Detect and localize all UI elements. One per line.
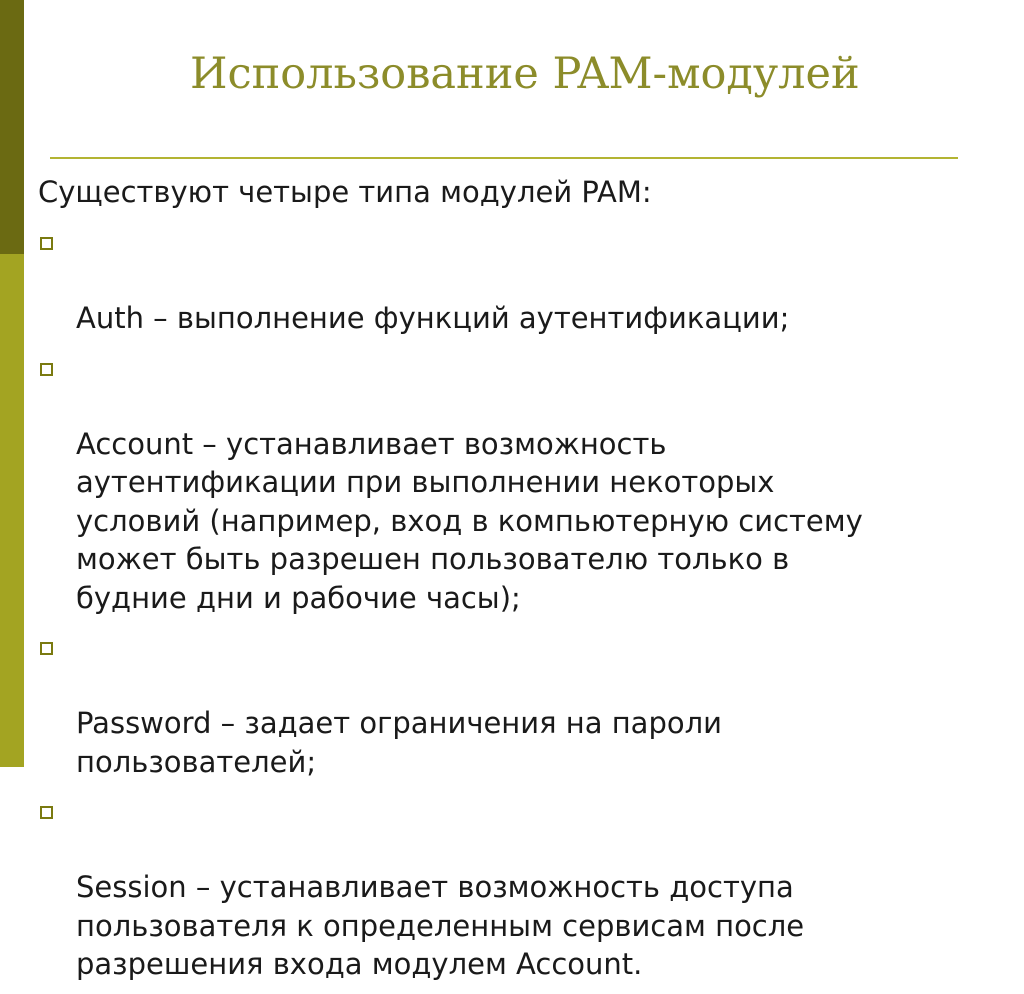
left-accent-bar-light — [0, 254, 24, 767]
hollow-square-bullet-icon — [40, 642, 53, 655]
hollow-square-bullet-icon — [40, 237, 53, 250]
hollow-square-bullet-icon — [40, 806, 53, 819]
list-item-text: Auth – выполнение функций аутентификации; — [76, 301, 790, 335]
hollow-square-bullet-icon — [40, 363, 53, 376]
left-accent-bar-dark — [0, 0, 24, 254]
list-item-account — [38, 348, 1008, 618]
list-item-text: Account – устанавливает возможность аутентификации при выполнении некоторых условий (например, вход в компьютерную систему может быть разрешен пользователю только в будние дни и рабочие часы); — [76, 426, 863, 615]
intro-text: Существуют четыре типа модулей PAM: — [38, 175, 652, 209]
list-item-password — [38, 627, 1008, 781]
title-divider — [50, 157, 958, 159]
slide-title: Использование PAM-модулей — [190, 49, 860, 99]
list-item-session — [38, 791, 1008, 984]
list-item-text: Password – задает ограничения на пароли пользователей; — [76, 706, 722, 779]
bullet-list — [38, 222, 1008, 994]
list-item-text: Session – устанавливает возможность доступа пользователя к определенным сервисам после разрешения входа модулем Account. — [76, 870, 805, 981]
list-item-auth — [38, 222, 1008, 338]
